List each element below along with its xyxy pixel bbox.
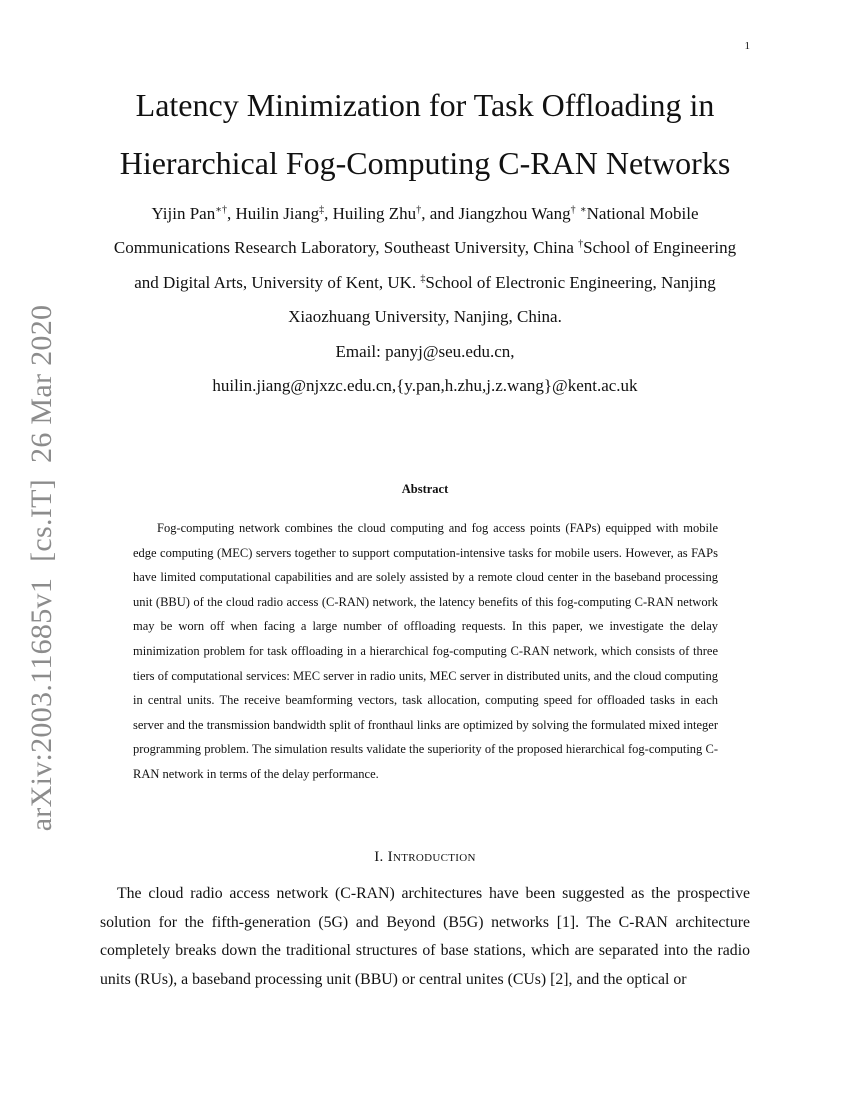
affiliation-mark: ‡ <box>420 273 426 285</box>
affiliation: National Mobile Communications Research Laboratory, Southeast University, China <box>113 204 699 258</box>
paper-title: Latency Minimization for Task Offloading in Hierarchical Fog-Computing C-RAN Networks <box>119 87 731 181</box>
author-mark: ∗† <box>215 204 227 216</box>
section-heading <box>100 849 750 866</box>
affiliation-mark: † <box>578 238 584 250</box>
affiliation: School of Engineering and Digital Arts, University of Kent, UK. <box>134 238 737 292</box>
arxiv-category: [cs.IT] <box>25 478 58 562</box>
affiliation: School of Electronic Engineering, Nanjing Xiaozhuang University, Nanjing, China. <box>288 272 716 327</box>
section-numeral: I. <box>374 849 388 865</box>
arxiv-date: 26 Mar 2020 <box>25 304 58 463</box>
arxiv-id: arXiv:2003.11685v1 <box>25 577 58 832</box>
page-number: 1 <box>744 40 750 52</box>
author-mark: ‡ <box>319 204 325 216</box>
arxiv-stamp <box>25 289 59 832</box>
email-line: huilin.jiang@njxzc.edu.cn,{y.pan,h.zhu,j.z.wang}@kent.ac.uk <box>212 376 638 396</box>
author-mark: † <box>570 204 576 216</box>
author-block <box>100 197 750 403</box>
section-title: Introduction <box>387 849 476 865</box>
abstract-heading: Abstract <box>401 482 449 496</box>
introduction-text: The cloud radio access network (C-RAN) architectures have been suggested as the prospective solution for the fifth-generation (5G) and Beyond (B5G) networks [1]. The C-RAN architecture completely breaks down the traditional structures of base stations, which are separated into the radio units (RUs), a baseband processing unit (BBU) or central unites (CUs) [2], and the optical or <box>100 885 750 988</box>
author-name: Yijin Pan <box>151 204 216 223</box>
email-line: Email: panyj@seu.edu.cn, <box>335 341 515 361</box>
author-name: , Huilin Jiang <box>227 204 320 223</box>
affiliation-mark: ∗ <box>579 204 587 216</box>
author-name: , Huiling Zhu <box>324 204 417 223</box>
author-name: , and Jiangzhou Wang <box>421 204 571 223</box>
abstract-text: Fog-computing network combines the cloud computing and fog access points (FAPs) equipped with mobile edge computing (MEC) servers together to support computation-intensive tasks for mobile users. However, as FAPs have limited computational capabilities and are solely assisted by a remote cloud center in the baseband processing unit (BBU) of the cloud radio access (C-RAN) network, the latency benefits of this fog-computing C-RAN network may be worn off when facing a large number of offloading requests. In this paper, we investigate the delay minimization problem for task offloading in a hierarchical fog-computing C-RAN network, which consists of three tiers of computational services: MEC server in radio units, MEC server in distributed units, and the cloud computing in central units. The receive beamforming vectors, task allocation, computing speed for offloaded tasks in each server and the transmission bandwidth split of fronthaul links are optimized by solving the formulated mixed integer programming problem. The simulation results validate the superiority of the proposed hierarchical fog-computing C-RAN network in terms of the delay performance. <box>133 521 718 781</box>
author-mark: † <box>416 204 422 216</box>
